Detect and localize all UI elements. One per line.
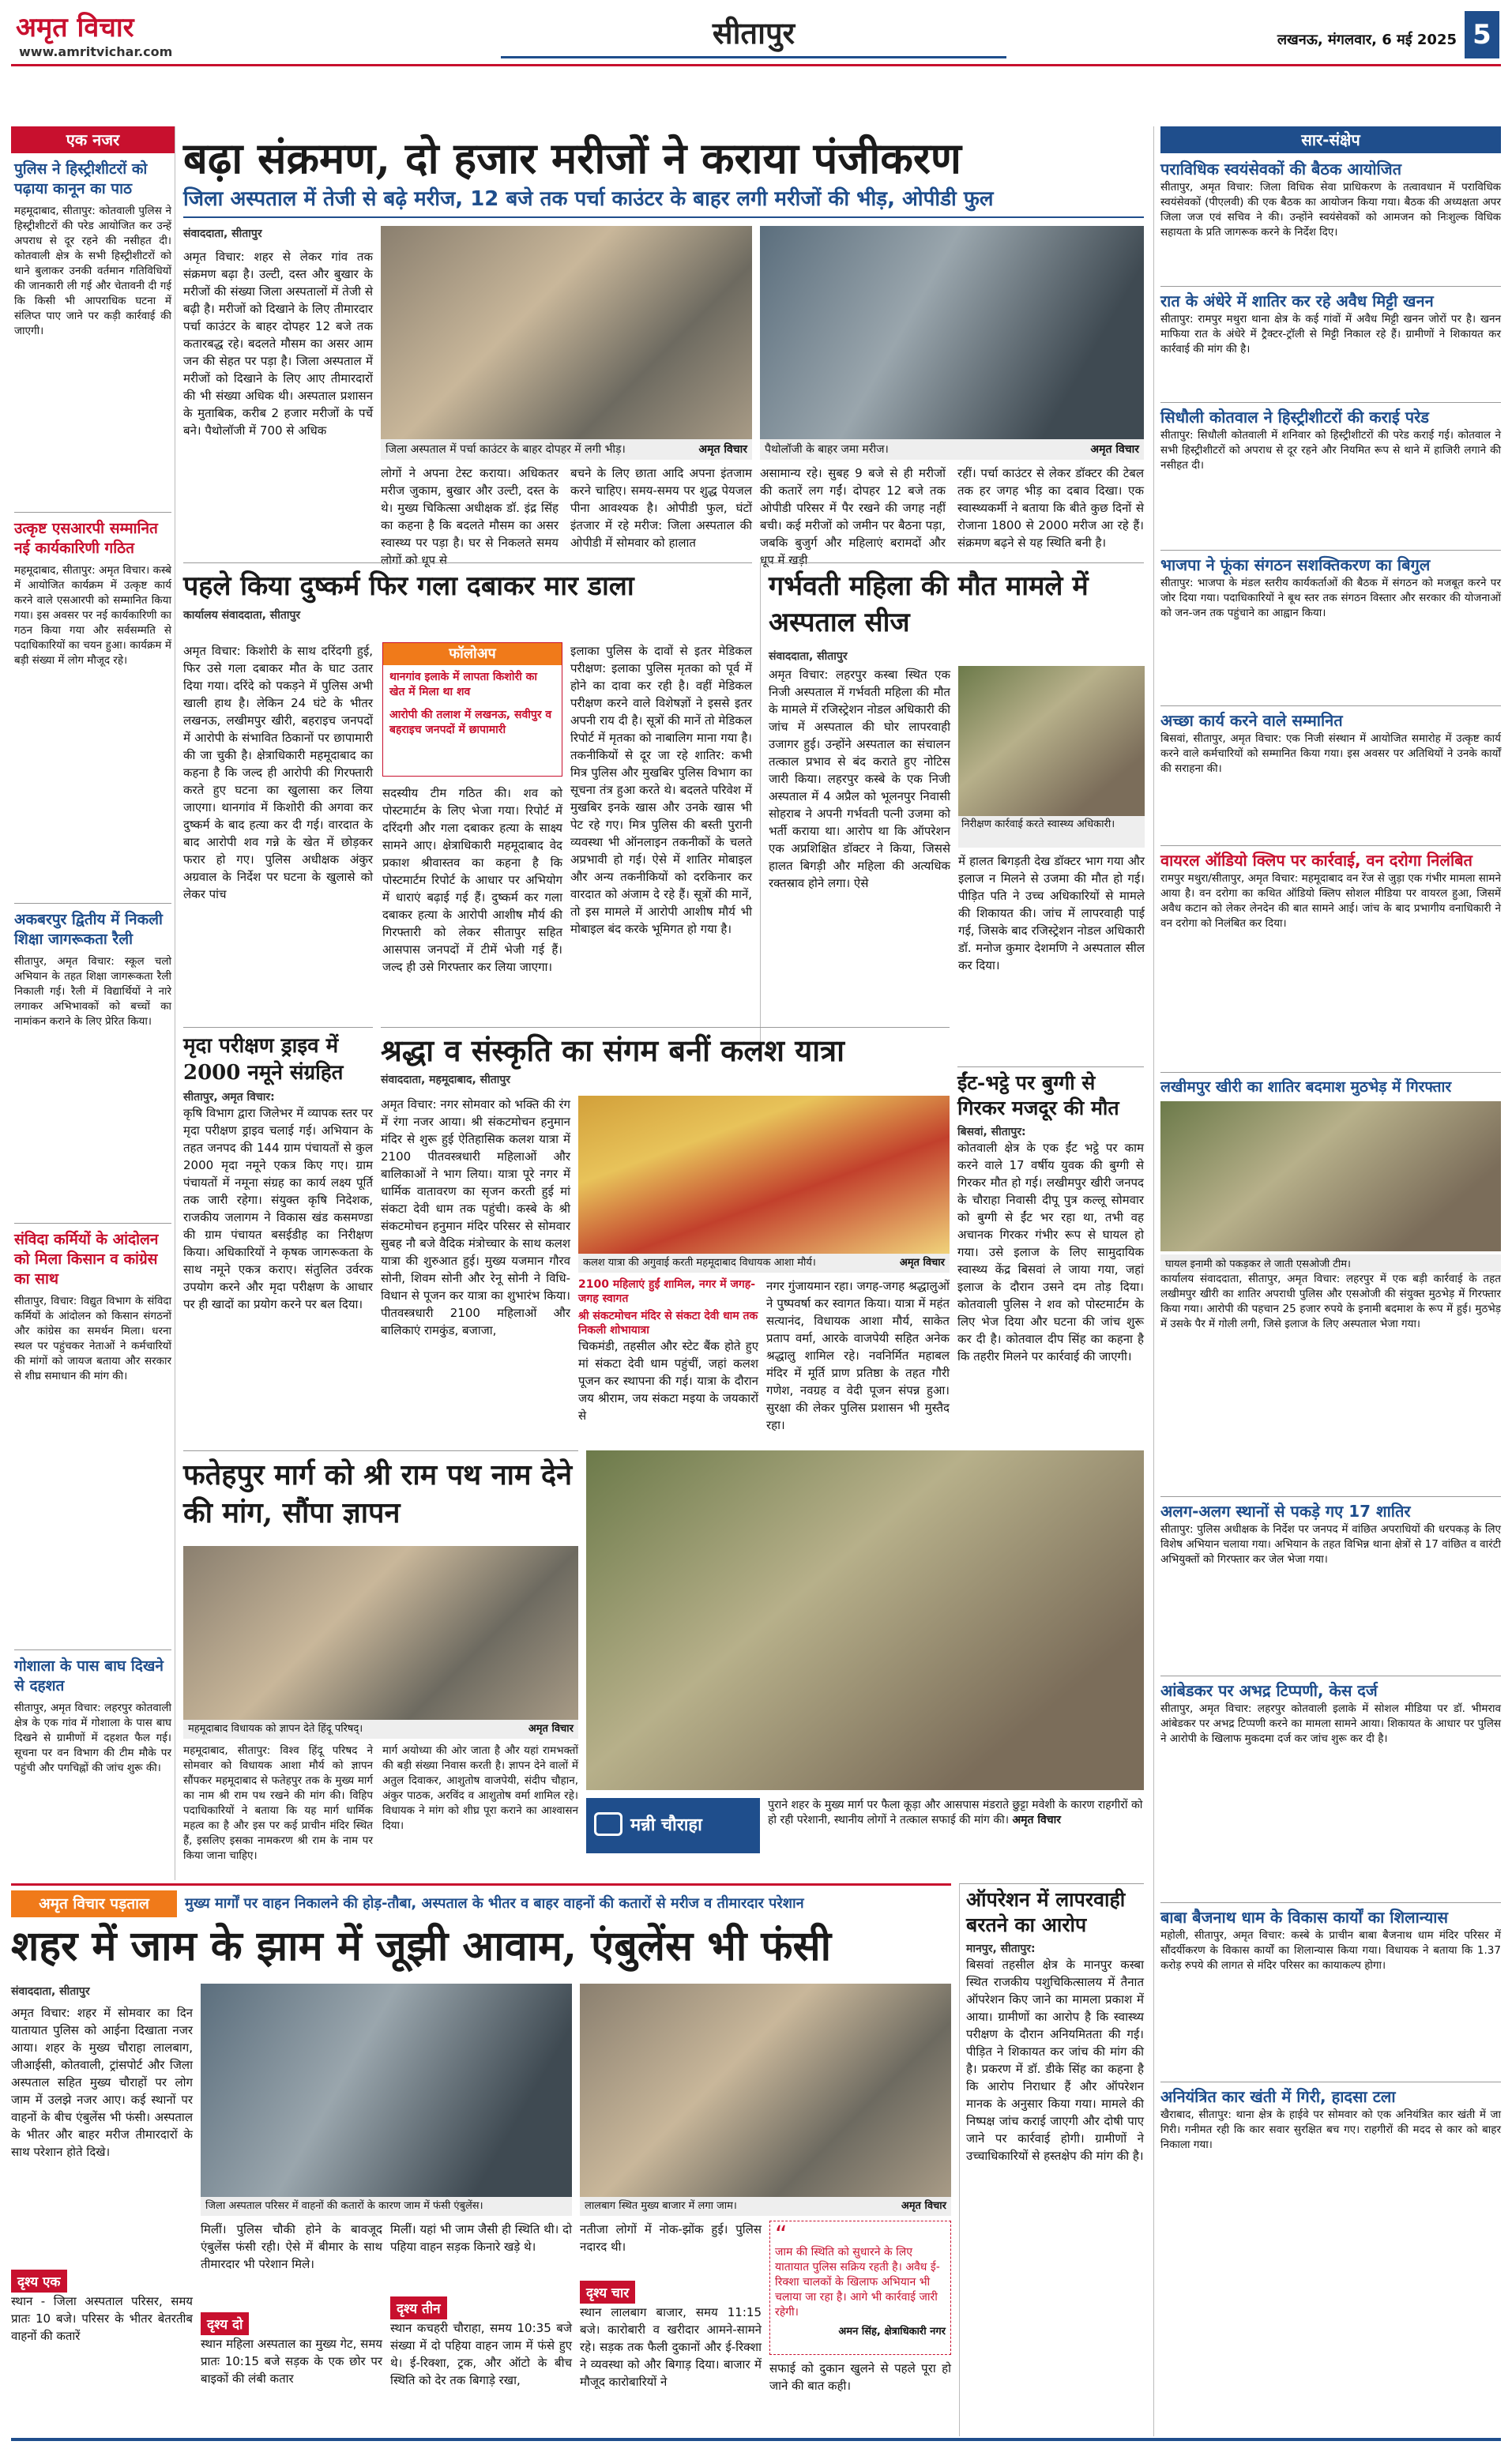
scene-block [390, 2296, 572, 2439]
story-operation-negligence [959, 1883, 1144, 2436]
brief-title: संविदा कर्मियों के आंदोलन को मिला किसान व कांग्रेस का साथ [14, 1231, 159, 1288]
lead-story [183, 133, 1144, 567]
story-photo-caption [578, 1254, 950, 1273]
bottom-photo-1 [201, 1984, 572, 2197]
brief-body: बिसवां, सीतापुर, अमृत विचार: एक निजी संस्थान में आयोजित समारोह में उत्कृष्ट कार्य करने वाले कर्मचारियों को सम्मानित किया गया। इस अवसर पर अतिथियों ने उनके कार्यों की सराहना की। [1160, 732, 1501, 775]
story-byline: मानपुर, सीतापुर: [966, 1943, 1036, 1955]
brief-body: महोली, सीतापुर, अमृत विचार: कस्बे के प्राचीन बाबा बैजनाथ धाम मंदिर परिसर में सौंदर्यीकरण के विकास कार्यों का शिलान्यास किया गया। विधायक ने बताया कि 1.37 करोड़ रुपये की लागत से मंदिर परिसर का कायाकल्प होगा। [1160, 1929, 1501, 1972]
lead-photo-1-caption [381, 439, 752, 460]
lead-photo-1 [381, 226, 752, 439]
scene-text: स्थान - जिला अस्पताल परिसर, समय प्रातः 10 बजे। परिसर के भीतर बेतरतीब वाहनों की कतारें [11, 2294, 193, 2343]
story-col-1: अमृत विचार: किशोरी के साथ दरिंदगी हुई, फिर उसे गला दबाकर मौत के घाट उतार दिया गया। दरिंदे को पकड़ने में पुलिस अभी खाली हाथ है। लेकिन 24 घंटे के भीतर लखनऊ, लखीमपुर खीरी, बहराइच जनपदों में आरोपी के संभावित ठिकानों पर छापामारी की जा चुकी है। क्षेत्राधिकारी महमूदाबाद का कहना है कि जल्द ही आरोपी की गिरफ्तारी करते हुए घटना का खुलासा कर लिया जाएगा। थानगांव में किशोरी की अगवा कर दुष्कर्म के बाद हत्या कर दी गई। वारदात के बाद आरोपी शव गन्ने के खेत में छोड़कर फरार हो गए। पुलिस अधीक्षक अंकुर अग्रवाल के निर्देश पर घटना के खुलासे को लेकर पांच [183, 644, 373, 901]
investigation-kicker: मुख्य मार्गों पर वाहन निकालने की होड़-तौबा, अस्पताल के भीतर व बाहर वाहनों की कतारों से मरीज व तीमारदार परेशान [185, 1895, 804, 1912]
brief-title: अच्छा कार्य करने वाले सम्मानित [1160, 711, 1343, 730]
lead-col-1: अमृत विचार: शहर से लेकर गांव तक संक्रमण बढ़ा है। उल्टी, दस्त और बुखार के मरीजों की संख्या जिला अस्पतालों में तेजी से बढ़ी है। मरीजों को दिखाने के लिए तीमारदार पर्चा काउंटर के बाहर दोपहर 12 बजे तक कतारबद्ध रहे। बदलते मौसम का असर आम जन की सेहत पर पड़ा है। जिला अस्पताल में मरीजों को दिखाने के लिए आए तीमारदारों की भी संख्या अधिक थी। अस्पताल प्रशासन के मुताबिक, करीब 2 हजार मरीजों के पर्चे बने। पैथोलॉजी में 700 से अधिक [183, 250, 373, 438]
brief-photo [1160, 1101, 1501, 1251]
story-col-3: मिलीं। यहां भी जाम जैसी ही स्थिति थी। दो पहिया वाहन सड़क किनारे खड़े थे। [390, 2222, 572, 2254]
dateline: लखनऊ, मंगलवार, 6 मई 2025 [1277, 32, 1457, 48]
brief-body: सीतापुर, अमृत विचार: स्कूल चलो अभियान के तहत शिक्षा जागरूकता रैली निकाली गई। रैली में विद्यार्थियों ने नारे लगाकर अभिभावकों को बच्चों का नामांकन कराने के लिए प्रेरित किया। [14, 955, 171, 1028]
story-photo [183, 1546, 578, 1720]
story-hospital-sealed [760, 562, 1144, 1060]
story-col-1: अमृत विचार: नगर सोमवार को भक्ति की रंग में रंगा नजर आया। श्री संकटमोचन हनुमान मंदिर से शुरू हुई ऐतिहासिक कलश यात्रा में 2100 पीतवस्त्रधारी महिलाओं और बालिकाओं ने भाग लिया। यात्रा पूरे नगर में धार्मिक वातावरण का सृजन करती हुई मां संकटा देवी धाम तक पहुंची। कस्बे के श्री संकटमोचन हनुमान मंदिर परिसर से सोमवार सुबह नौ बजे वैदिक मंत्रोच्चार के साथ कलश यात्रा की शुरुआत हुई। मुख्य यजमान गौरव सोनी, शिवम सोनी और रेनू सोनी ने विधि-विधान से पूजन कर यात्रा का शुभारंभ किया। पीतवस्त्रधारी 2100 महिलाओं और बालिकाएं रामकुंड, बजाजा, [381, 1097, 570, 1337]
story-bullet: श्री संकटमोचन मंदिर से संकटा देवी धाम तक निकली शोभायात्रा [578, 1310, 758, 1337]
story-photo [958, 666, 1145, 816]
lead-byline: संवाददाता, सीतापुर [183, 228, 262, 240]
caption-text: जिला अस्पताल परिसर में वाहनों की कतारों के कारण जाम में फंसी एंबुलेंस। [205, 2200, 483, 2212]
caption-text: कलश यात्रा की अगुवाई करती महमूदाबाद विधायक आशा मौर्य। [583, 1257, 816, 1269]
scene-tag: दृश्य एक [11, 2270, 67, 2293]
bottom-photo-2-caption [580, 2197, 951, 2216]
story-byline: संवाददाता, सीतापुर [769, 650, 848, 663]
brief-title: गोशाला के पास बाघ दिखने से दहशत [14, 1657, 164, 1695]
quote-by: अमन सिंह, क्षेत्राधिकारी नगर [838, 2326, 946, 2338]
brief-body: सीतापुर: सिधौली कोतवाली में शनिवार को हिस्ट्रीशीटरों की परेड कराई गई। कोतवाल ने सभी हिस्ट्रीशीटरों को अपराध से दूर रहने और नियमित रूप से थाने में हाजिरी लगाने की नसीहत दी। [1160, 429, 1501, 472]
story-brick-kiln [957, 1066, 1144, 1438]
story-bullets [578, 1277, 758, 1337]
right-column [1153, 126, 1501, 2436]
story-photo-caption [183, 1720, 578, 1739]
section-header-ek-nazar: एक नजर [11, 126, 175, 153]
quote-box [769, 2221, 951, 2355]
feature-tag [586, 1798, 760, 1853]
photo-credit: अमृत विचार [1090, 443, 1139, 456]
brief-title: अनियंत्रित कार खंती में गिरी, हादसा टला [1160, 2087, 1396, 2106]
brief-photo-caption: घायल इनामी को पकड़कर ले जाती एसओजी टीम। [1160, 1254, 1501, 1272]
lead-col-5: रहीं। पर्चा काउंटर से लेकर डॉक्टर की टेबल तक हर जगह भीड़ का दबाव दिखा। एक स्वास्थ्यकर्मी ने बताया कि बीते कुछ दिनों से रोजाना 1800 से 2000 मरीज आ रहे हैं। संक्रमण बढ़ने से यह स्थिति बनी है। [957, 466, 1144, 550]
brief-title: रात के अंधेरे में शातिर कर रहे अवैध मिट्टी खनन [1160, 292, 1434, 310]
story-headline: गर्भवती महिला की मौत मामले में अस्पताल सीज [769, 570, 1089, 638]
scene-block [580, 2281, 762, 2439]
story-headline: ऑपरेशन में लापरवाही बरतने का आरोप [966, 1888, 1126, 1936]
brief-body: सीतापुर: पुलिस अधीक्षक के निर्देश पर जनपद में वांछित अपराधियों की धरपकड़ के लिए विशेष अभियान चलाया गया। अभियान के तहत विभिन्न थाना क्षेत्रों से 17 वांछित व वारंटी अभियुक्तों को गिरफ्तार कर जेल भेजा गया। [1160, 1523, 1501, 1566]
followup-bullet: आरोपी की तलाश में लखनऊ, सवीपुर व बहराइच जनपदों में छापामारी [389, 709, 552, 736]
scene-text: स्थान महिला अस्पताल का मुख्य गेट, समय प्रातः 10:15 बजे सड़क के एक छोर पर बाइकों की लंबी कतार [201, 2337, 382, 2386]
camera-icon [594, 1812, 622, 1836]
brief-body: सीतापुर: भाजपा के मंडल स्तरीय कार्यकर्ताओं की बैठक में संगठन को मजबूत करने पर जोर दिया गया। पदाधिकारियों ने बूथ स्तर तक संगठन विस्तार और सरकार की योजनाओं को जन-जन तक पहुंचाने का आह्वान किया। [1160, 577, 1501, 619]
scene-block [201, 2312, 382, 2439]
brief-title: पुलिस ने हिस्ट्रीशीटरों को पढ़ाया कानून का पाठ [14, 160, 148, 197]
quote-text: जाम की स्थिति को सुधारने के लिए यातायात पुलिस सक्रिय रहती है। अवैध ई-रिक्शा चालकों के खिलाफ अभियान भी चलाया जा रहा है। आगे भी कार्रवाई जारी रहेगी। [775, 2246, 940, 2319]
brief-title: अकबरपुर द्वितीय में निकली शिक्षा जागरूकता रैली [14, 911, 163, 948]
story-col-5: सफाई को दुकान खुलने से पहले पूरा हो जाने की बात कही। [769, 2361, 951, 2393]
brief-title: पराविधिक स्वयंसेवकों की बैठक आयोजित [1160, 160, 1401, 179]
scene-text: स्थान लालबाग बाजार, समय 11:15 बजे। कारोबारी व खरीदार आमने-सामने रहे। सड़क तक फैली दुकानों और ई-रिक्शा ने व्यवस्था को और बिगाड़ दिया। बाजार में मौजूद कारोबारियों ने [580, 2305, 762, 2389]
story-byline: संवाददाता, महमूदाबाद, सीतापुर [381, 1074, 511, 1086]
website-label[interactable]: www.amritvichar.com [19, 44, 173, 59]
photo-credit: अमृत विचार [528, 1723, 574, 1735]
story-col-2: में हालत बिगड़ती देख डॉक्टर भाग गया और इलाज न मिलने से उजमा की मौत हो गई। पीड़ित पति ने उच्च अधिकारियों से मामले की शिकायत की। जांच में लापरवाही पाई गई, जिसके बाद रजिस्ट्रेशन नोडल अधिकारी डॉ. मनोज कुमार देशमणि ने अस्पताल सील कर दिया। [958, 854, 1145, 972]
story-headline: पहले किया दुष्कर्म फिर गला दबाकर मार डाला [183, 570, 634, 602]
brief-body: महमूदाबाद, सीतापुर: अमृत विचार। कस्बे में आयोजित कार्यक्रम में उत्कृष्ट कार्य करने वाले एसआरपी को सम्मानित किया गया। इस अवसर पर नई कार्यकारिणी का गठन किया गया और सर्वसम्मति से पदाधिकारियों का चयन हुआ। कार्यक्रम में बड़ी संख्या में लोग मौजूद रहे। [14, 564, 171, 667]
story-headline: श्रद्धा व संस्कृति का संगम बनीं कलश यात्रा [381, 1033, 844, 1068]
brief-title: भाजपा ने फूंका संगठन सशक्तिकरण का बिगुल [1160, 555, 1431, 574]
lead-col-4: असामान्य रहे। सुबह 9 बजे से ही मरीजों की कतारें लग गईं। दोपहर 12 बजे तक ओपीडी परिसर में पैर रखने की जगह नहीं बची। कई मरीजों को जमीन पर बैठना पड़ा, जबकि बुजुर्ग और महिलाएं बरामदों और धूप में खड़ी [760, 466, 946, 567]
story-soil-testing [183, 1027, 373, 1438]
brief-body: सीतापुर, अमृत विचार: जिला विधिक सेवा प्राधिकरण के तत्वावधान में पराविधिक स्वयंसेवकों (पीएलवी) की एक बैठक का आयोजन किया गया। बैठक की अध्यक्षता अपर जिला जज एवं सचिव ने की। उन्होंने स्वयंसेवकों को आमजन को निःशुल्क विधिक सहायता के प्रति जागरूक करने के निर्देश दिए। [1160, 181, 1501, 239]
followup-tag: फॉलोअप [383, 643, 562, 665]
story-photo [578, 1096, 950, 1254]
story-murder [183, 562, 752, 1013]
photo-credit: अमृत विचार [899, 1257, 945, 1269]
lead-headline: बढ़ा संक्रमण, दो हजार मरीजों ने कराया पंजीकरण [183, 133, 961, 183]
scene-block [11, 2270, 193, 2439]
story-col-1: महमूदाबाद, सीतापुर: विश्व हिंदू परिषद ने सोमवार को विधायक आशा मौर्य को ज्ञापन सौंपकर महमूदाबाद से फतेहपुर तक के मुख्य मार्ग का नाम श्री राम पथ रखने की मांग की। विहिप पदाधिकारियों ने बताया कि यह मार्ग धार्मिक महत्व का है और इस पर कई प्राचीन मंदिर स्थित हैं, इसलिए इसका नामकरण श्री राम के नाम पर किया जाना चाहिए। [183, 1744, 373, 1862]
story-ram-path [183, 1450, 578, 1861]
story-col-1: बिसवां तहसील क्षेत्र के मानपुर कस्बा स्थित राजकीय पशुचिकित्सालय में तैनात ऑपरेशन किए जाने का मामला प्रकाश में आया। ग्रामीणों का आरोप है कि स्वास्थ्य परीक्षण के दौरान अनियमितता की गई। पीड़ित ने शिकायत कर जांच की मांग की है। प्रकरण में डॉ. डीके सिंह का कहना है कि आरोप निराधार हैं और ऑपरेशन मानक के अनुसार किया गया। मामले की निष्पक्ष जांच कराई जाएगी और दोषी पाए जाने पर कार्रवाई होगी। ग्रामीणों ने उच्चाधिकारियों से हस्तक्षेप की मांग की है। [966, 1958, 1144, 2163]
caption-text: जिला अस्पताल में पर्चा काउंटर के बाहर दोपहर में लगी भीड़। [386, 443, 626, 456]
scene-tag: दृश्य चार [580, 2281, 635, 2304]
brief-title: अलग-अलग स्थानों से पकड़े गए 17 शातिर [1160, 1502, 1411, 1521]
story-byline: सीतापुर, अमृत विचार: [183, 1091, 275, 1104]
brief-body: कार्यालय संवाददाता, सीतापुर, अमृत विचार: लहरपुर में एक बड़ी कार्रवाई के तहत लखीमपुर खीरी का शातिर अपराधी पुलिस और एसओजी की संयुक्त मुठभेड़ में गिरफ्तार किया गया। आरोपी की पहचान 25 हजार रुपये के इनामी बदमाश के रूप में हुई। मुठभेड़ में उसके पैर में गोली लगी, जिसे इलाज के लिए अस्पताल भेजा गया। [1160, 1273, 1501, 1330]
photo-credit: अमृत विचार [901, 2200, 946, 2212]
story-col-4: नतीजा लोगों में नोक-झोंक हुई। पुलिस नदारद थी। [580, 2222, 762, 2254]
scene-tag: दृश्य दो [201, 2312, 249, 2335]
brief-body: सीतापुर, अमृत विचार: लहरपुर कोतवाली क्षेत्र के एक गांव में गोशाला के पास बाघ दिखने से ग्रामीणों में दहशत फैल गई। सूचना पर वन विभाग की टीम मौके पर पहुंची और पगचिह्नों की जांच शुरू की। [14, 1702, 171, 1774]
investigation-headline: शहर में जाम के झाम में जूझी आवाम, एंबुलेंस भी फंसी [11, 1922, 832, 1970]
brief-body: रामपुर मथुरा/सीतापुर, अमृत विचार: महमूदाबाद वन रेंज से जुड़ा एक गंभीर मामला सामने आया है। वन दरोगा का कथित ऑडियो क्लिप सोशल मीडिया पर वायरल हुआ, जिसमें अवैध कटान को लेकर लेनदेन की बात सामने आई। जांच के बाद प्रभागीय वनाधिकारी ने वन दरोगा को निलंबित कर दिया। [1160, 872, 1501, 930]
lead-col-2: लोगों ने अपना टेस्ट कराया। अधिकतर मरीज जुकाम, बुखार और उल्टी, दस्त के थे। मुख्य चिकित्सा अधीक्षक डॉ. इंद्र सिंह का कहना है कि बदलते मौसम का असर स्वास्थ्य पर पड़ा है। घर से निकलते समय लोगों को धूप से [381, 466, 559, 567]
photo-credit: अमृत विचार [1012, 1814, 1062, 1826]
section-header-saar-sankshep: सार-संक्षेप [1160, 126, 1501, 153]
feature-caption [768, 1798, 1144, 1860]
caption-text: पुराने शहर के मुख्य मार्ग पर फैला कूड़ा और आसपास मंडराते छुट्टा मवेशी के कारण राहगीरों को हो रही परेशानी, स्थानीय लोगों ने तत्काल सफाई की मांग की। [768, 1799, 1143, 1826]
brief-body: खैराबाद, सीतापुर: थाना क्षेत्र के हाईवे पर सोमवार को एक अनियंत्रित कार खंती में जा गिरी। गनीमत रही कि कार सवार सुरक्षित बच गए। राहगीरों की मदद से कार को बाहर निकाला गया। [1160, 2108, 1501, 2151]
lead-photo-2 [760, 226, 1144, 439]
lead-deck: जिला अस्पताल में तेजी से बढ़े मरीज, 12 बजे तक पर्चा काउंटर के बाहर लगी मरीजों की भीड़, ओपीडी फुल [183, 185, 1144, 218]
story-col-2: मार्ग अयोध्या की ओर जाता है और यहां रामभक्तों की बड़ी संख्या निवास करती है। ज्ञापन देने वालों में अतुल दिवाकर, आशुतोष वाजपेयी, संदीप चौहान, अंकुर पाठक, अरविंद व आशुतोष वर्मा शामिल रहे। विधायक ने मांग को शीघ्र पूरा कराने का आश्वासन दिया। [382, 1744, 578, 1832]
masthead [11, 6, 1501, 66]
quote-mark-icon: “ [775, 2221, 788, 2249]
brief-title: बाबा बैजनाथ धाम के विकास कार्यों का शिलान्यास [1160, 1908, 1448, 1927]
bottom-photo-2 [580, 1984, 951, 2197]
story-kalash-yatra [381, 1027, 950, 1438]
investigation-tag: अमृत विचार पड़ताल [11, 1890, 177, 1917]
photo-credit: अमृत विचार [698, 443, 747, 456]
story-col-1: कृषि विभाग द्वारा जिलेभर में व्यापक स्तर पर मृदा परीक्षण ड्राइव चलाई गई। अभियान के तहत जनपद की 144 ग्राम पंचायतों से कुल 2000 मृदा नमूने एकत्र किए गए। ग्राम पंचायतों में नमूना संग्रह का कार्य लक्ष्य पूर्ति तक जारी रहेगा। संयुक्त कृषि निदेशक, राजकीय जलागम ने विकास खंड कसमण्डा की ग्राम पंचायत बसईडीह का निरीक्षण किया। अधिकारियों ने कृषक जागरूकता के साथ नमूने एकत्र कराए। संतुलित उर्वरक उपयोग करने और मृदा परीक्षण के आधार पर ही खादों का प्रयोग करने पर बल दिया। [183, 1106, 373, 1311]
city-banner [501, 11, 1006, 58]
lead-col-3: बचने के लिए छाता आदि अपना इंतजाम करने चाहिए। समय-समय पर शुद्ध पेयजल पीना आवश्यक है। ओपीडी फुल, घंटों इंतजार में रहे मरीज: जिला अस्पताल की ओपीडी में सोमवार को हालात [570, 466, 752, 550]
brief-title: आंबेडकर पर अभद्र टिप्पणी, केस दर्ज [1160, 1681, 1378, 1700]
caption-text: लालबाग स्थित मुख्य बाजार में लगा जाम। [585, 2200, 737, 2212]
followup-bullet: थानगांव इलाके में लापता किशोरी का खेत में मिला था शव [389, 671, 538, 698]
brief-body: सीतापुर, विचार: विद्युत विभाग के संविदा कर्मियों के आंदोलन को किसान संगठनों और कांग्रेस का समर्थन मिला। धरना स्थल पर पहुंचकर नेताओं ने कर्मचारियों की मांगों को जायज बताया और सरकार से शीघ्र समाधान की मांग की। [14, 1295, 171, 1382]
photo-feature [586, 1450, 1144, 1861]
story-col-2: चिकमंडी, तहसील और स्टेट बैंक होते हुए मां संकटा देवी धाम पहुंचीं, जहां कलश पूजन कर स्थापना की गई। यात्रा के दौरान जय श्रीराम, जय संकटा मइया के जयकारों से [578, 1339, 758, 1423]
caption-text: महमूदाबाद विधायक को ज्ञापन देते हिंदू परिषद्। [188, 1723, 363, 1735]
story-col-3: नगर गुंजायमान रहा। जगह-जगह श्रद्धालुओं ने पुष्पवर्षा कर स्वागत किया। यात्रा में महंत सत्यानंद, विधायक आशा मौर्य, साकेत प्रताप वर्मा, आरके वाजपेयी सहित अनेक श्रद्धालु शामिल रहे। नवनिर्मित महाबल मंदिर में मूर्ति प्राण प्रतिष्ठा के तहत गौरी गणेश, नवग्रह व वेदी पूजन संपन्न हुआ। सुरक्षा की लेकर पुलिस प्रशासन भी मुस्तैद रहा। [766, 1279, 950, 1432]
story-col-2: सदस्यीय टीम गठित की। शव को पोस्टमार्टम के लिए भेजा गया। रिपोर्ट में दरिंदगी और गला दबाकर हत्या के साक्ष्य सामने आए। क्षेत्राधिकारी महमूदाबाद वेद प्रकाश श्रीवास्तव का कहना है कि पोस्टमार्टम रिपोर्ट के आधार पर अभियोग में धाराएं बढ़ाई गई हैं। दुष्कर्म कर गला दबाकर हत्या के आरोपी आशीष मौर्य की गिरफ्तारी को लेकर सीतापुर सहित आसपास जनपदों में टीमें भेजी गई हैं। जल्द ही उसे गिरफ्तार कर लिया जाएगा। [382, 786, 562, 974]
story-bullet: 2100 महिलाएं हुईं शामिल, नगर में जगह-जगह स्वागत [578, 1278, 756, 1305]
brief-title: उत्कृष्ट एसआरपी सम्मानित नई कार्यकारिणी गठित [14, 520, 158, 557]
story-col-3: इलाका पुलिस के दावों से इतर मेडिकल परीक्षण: इलाका पुलिस मृतका को पूर्व में होने का दावा कर रही है। वहीं मेडिकल परीक्षण करने वाले विशेषज्ञों ने इससे इतर अपनी राय दी है। सूत्रों की मानें तो मेडिकल रिपोर्ट में मृतका को नाबालिग माना गया है। तकनीकियों से दूर जा रहे शातिर: कभी मित्र पुलिस और मुखबिर पुलिस विभाग का सूचना तंत्र हुआ करते थे। बदलते परिवेश में मुखबिर इनके खास और उनके खास भी पेट रहे गए। मित्र पुलिस की बस्ती पुरानी व्यवस्था भी ऑनलाइन तकनीकों के चलते अप्रभावी हो गई। ऐसे में शातिर मोबाइल और अन्य तकनीकियों को दरकिनार कर वारदात को अंजाम दे रहे हैं। सूत्रों की मानें, तो इस मामले में आरोपी आशीष मौर्य भी मोबाइल बंद करके भूमिगत हो गया है। [570, 644, 752, 936]
story-byline: संवाददाता, सीतापुर [11, 1985, 90, 1998]
story-col-2: मिलीं। पुलिस चौकी होने के बावजूद एंबुलेंस फंसी रही। ऐसे में बीमार के साथ तीमारदार भी परेशान मिले। [201, 2222, 382, 2271]
story-col-1: कोतवाली क्षेत्र के एक ईंट भट्ठे पर काम करने वाले 17 वर्षीय युवक की बुग्गी से गिरकर मौत हो गई। लखीमपुर खीरी जनपद के चौराहा निवासी दीपू पुत्र कल्लू सोमवार को बुग्गी से ईंट भर रहा था, तभी वह अचानक गिरकर गंभीर रूप से घायल हो गया। उसे इलाज के लिए सामुदायिक स्वास्थ्य केंद्र बिसवां ले जाया गया, जहां इलाज के दौरान उसने दम तोड़ दिया। कोतवाली पुलिस ने शव को पोस्टमार्टम के लिए भेज दिया और घटना की जांच शुरू कर दी है। कोतवाल दीप सिंह का कहना है कि तहरीर मिलने पर कार्रवाई की जाएगी। [957, 1141, 1144, 1364]
story-col-1: अमृत विचार: शहर में सोमवार का दिन यातायात पुलिस को आईना दिखाता नजर आया। शहर के मुख्य चौराहा लालबाग, जीआईसी, कोतवाली, ट्रांसपोर्ट और जिला अस्पताल सहित मुख्य चौराहों पर लोग जाम में उलझे नजर आए। कई स्थानों पर वाहनों के बीच एंबुलेंस भी फंसी। अस्पताल के भीतर और बाहर मरीज तीमारदारों के साथ परेशान होते दिखे। [11, 2006, 193, 2159]
story-headline: फतेहपुर मार्ग को श्री राम पथ नाम देने की मांग, सौंपा ज्ञापन [183, 1458, 573, 1529]
page-number: 5 [1465, 11, 1499, 58]
followup-box [382, 642, 562, 777]
brief-title: वायरल ऑडियो क्लिप पर कार्रवाई, वन दरोगा निलंबित [1160, 851, 1473, 870]
story-col-1: अमृत विचार: लहरपुर कस्बा स्थित एक निजी अस्पताल में गर्भवती महिला की मौत के मामले में रजिस्ट्रेशन नोडल अधिकारी की जांच में अस्पताल की घोर लापरवाही उजागर हुई। उन्होंने अस्पताल का संचालन तत्काल प्रभाव से बंद कराते हुए नोटिस जारी किया। लहरपुर कस्बे के एक निजी अस्पताल में 4 अप्रैल को भूलनपुर निवासी सोहराब ने अपनी गर्भवती पत्नी उजमा को भर्ती कराया था। आरोप था कि ऑपरेशन एक अप्रशिक्षित डॉक्टर ने किया, जिससे हालत बिगड़ी और महिला की अत्यधिक रक्तस्राव होने लगा। ऐसे [769, 668, 950, 890]
story-photo-caption: निरीक्षण कार्रवाई करते स्वास्थ्य अधिकारी। [958, 816, 1145, 848]
left-column [11, 126, 175, 1880]
scene-text: स्थान कचहरी चौराहा, समय 10:35 बजे संख्या में दो पहिया वाहन जाम में फंसे हुए थे। ई-रिक्शा, ट्रक, और ऑटो के बीच स्थिति को देर तक बिगाड़े रखा, [390, 2321, 572, 2387]
story-byline: बिसवां, सीतापुर: [957, 1126, 1026, 1138]
story-headline: मृदा परीक्षण ड्राइव में 2000 नमूने संग्रहित [183, 1034, 344, 1085]
story-byline: कार्यालय संवाददाता, सीतापुर [183, 609, 301, 622]
caption-text: पैथोलॉजी के बाहर जमा मरीज। [765, 443, 889, 456]
city-name: सीतापुर [712, 15, 795, 51]
brief-title: सिधौली कोतवाल ने हिस्ट्रीशीटरों की कराई परेड [1160, 408, 1429, 427]
brand-logo: अमृत विचार [16, 12, 134, 43]
bottom-photo-1-caption [201, 2197, 572, 2216]
lead-photo-2-caption [760, 439, 1144, 460]
feature-tag-label: मन्नी चौराहा [630, 1815, 702, 1835]
brief-body: महमूदाबाद, सीतापुर: कोतवाली पुलिस ने हिस्ट्रीशीटरों की परेड आयोजित कर उन्हें अपराध से दूर रहने की नसीहत दी। कोतवाली क्षेत्र के सभी हिस्ट्रीशीटरों को थाने बुलाकर उनकी वर्तमान गतिविधियों की जानकारी ली गई और चेतावनी दी गई कि किसी भी आपराधिक घटना में संलिप्त पाए जाने पर कड़ी कार्रवाई की जाएगी। [14, 205, 171, 337]
bottom-investigation [11, 1883, 951, 2436]
brief-body: सीतापुर: रामपुर मथुरा थाना क्षेत्र के कई गांवों में अवैध मिट्टी खनन जोरों पर है। खनन माफिया रात के अंधेरे में ट्रैक्टर-ट्रॉली से मिट्टी निकाल रहे हैं। ग्रामीणों ने शिकायत कर कार्रवाई की मांग की है। [1160, 313, 1501, 355]
footer-rule [11, 2438, 1501, 2441]
story-headline: ईंट-भट्ठे पर बुग्गी से गिरकर मजदूर की मौत [957, 1071, 1119, 1119]
scene-tag: दृश्य तीन [390, 2296, 447, 2319]
feature-photo [586, 1450, 1144, 1790]
brief-title: लखीमपुर खीरी का शातिर बदमाश मुठभेड़ में गिरफ्तार [1160, 1078, 1452, 1096]
brief-body: सीतापुर, अमृत विचार: लहरपुर कोतवाली इलाके में सोशल मीडिया पर डॉ. भीमराव आंबेडकर पर अभद्र टिप्पणी करने का मामला सामने आया। शिकायत के आधार पर पुलिस ने आरोपी के खिलाफ मुकदमा दर्ज कर जांच शुरू कर दी है। [1160, 1702, 1501, 1745]
